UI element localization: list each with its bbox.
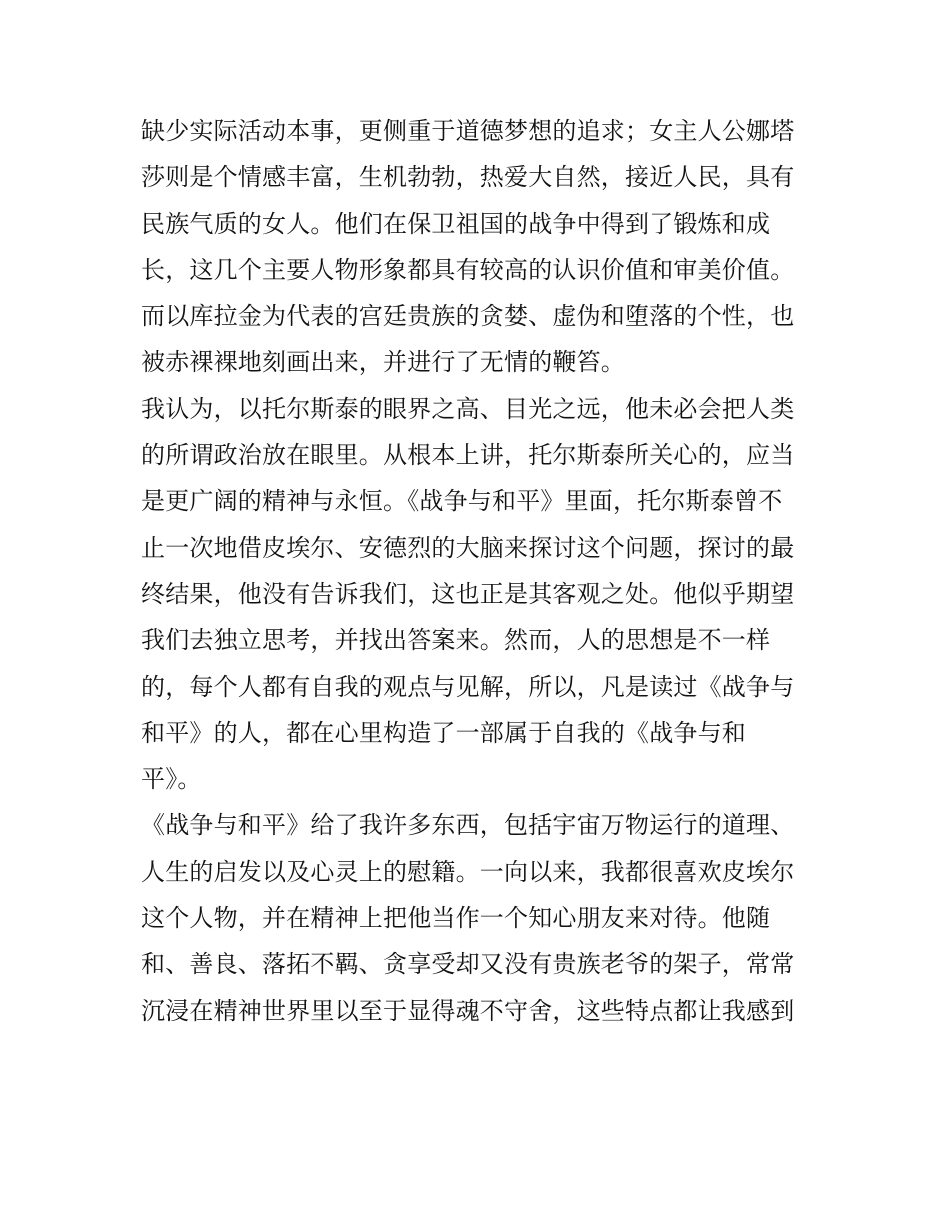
text-line: 终结果，他没有告诉我们，这也正是其客观之处。他似乎期望 (141, 579, 795, 608)
text-line: 和平》的人，都在心里构造了一部属于自我的《战争与和 (141, 718, 746, 747)
text-line: 是更广阔的精神与永恒。《战争与和平》里面，托尔斯泰曾不 (141, 487, 783, 516)
text-line: 长，这几个主要人物形象都具有较高的认识价值和审美价值。 (141, 255, 795, 284)
text-line: 这个人物，并在精神上把他当作一个知心朋友来对待。他随 (141, 904, 771, 933)
text-line: 《战争与和平》给了我许多东西，包括宇宙万物运行的道理、 (141, 811, 795, 840)
text-line: 民族气质的女人。他们在保卫祖国的战争中得到了锻炼和成 (141, 209, 771, 238)
text-line: 沉浸在精神世界里以至于显得魂不守舍，这些特点都让我感到 (141, 996, 795, 1025)
text-line: 止一次地借皮埃尔、安德烈的大脑来探讨这个问题，探讨的最 (141, 533, 795, 562)
text-line: 的所谓政治放在眼里。从根本上讲，托尔斯泰所关心的，应当 (141, 441, 795, 470)
body-text (141, 108, 831, 1034)
text-line: 被赤裸裸地刻画出来，并进行了无情的鞭笞。 (141, 348, 625, 377)
text-line: 我们去独立思考，并找出答案来。然而，人的思想是不一样 (141, 626, 771, 655)
text-line: 人生的启发以及心灵上的慰籍。一向以来，我都很喜欢皮埃尔 (141, 857, 795, 886)
text-line: 和、善良、落拓不羁、贪享受却又没有贵族老爷的架子，常常 (141, 950, 795, 979)
text-line: 平》。 (141, 765, 202, 794)
text-line: 莎则是个情感丰富，生机勃勃，热爱大自然，接近人民，具有 (141, 163, 795, 192)
text-line: 的，每个人都有自我的观点与见解，所以，凡是读过《战争与 (141, 672, 795, 701)
text-line: 缺少实际活动本事，更侧重于道德梦想的追求；女主人公娜塔 (141, 117, 795, 145)
text-line: 我认为，以托尔斯泰的眼界之高、目光之远，他未必会把人类 (141, 394, 795, 423)
text-line: 而以库拉金为代表的宫廷贵族的贪婪、虚伪和堕落的个性，也 (141, 302, 795, 331)
